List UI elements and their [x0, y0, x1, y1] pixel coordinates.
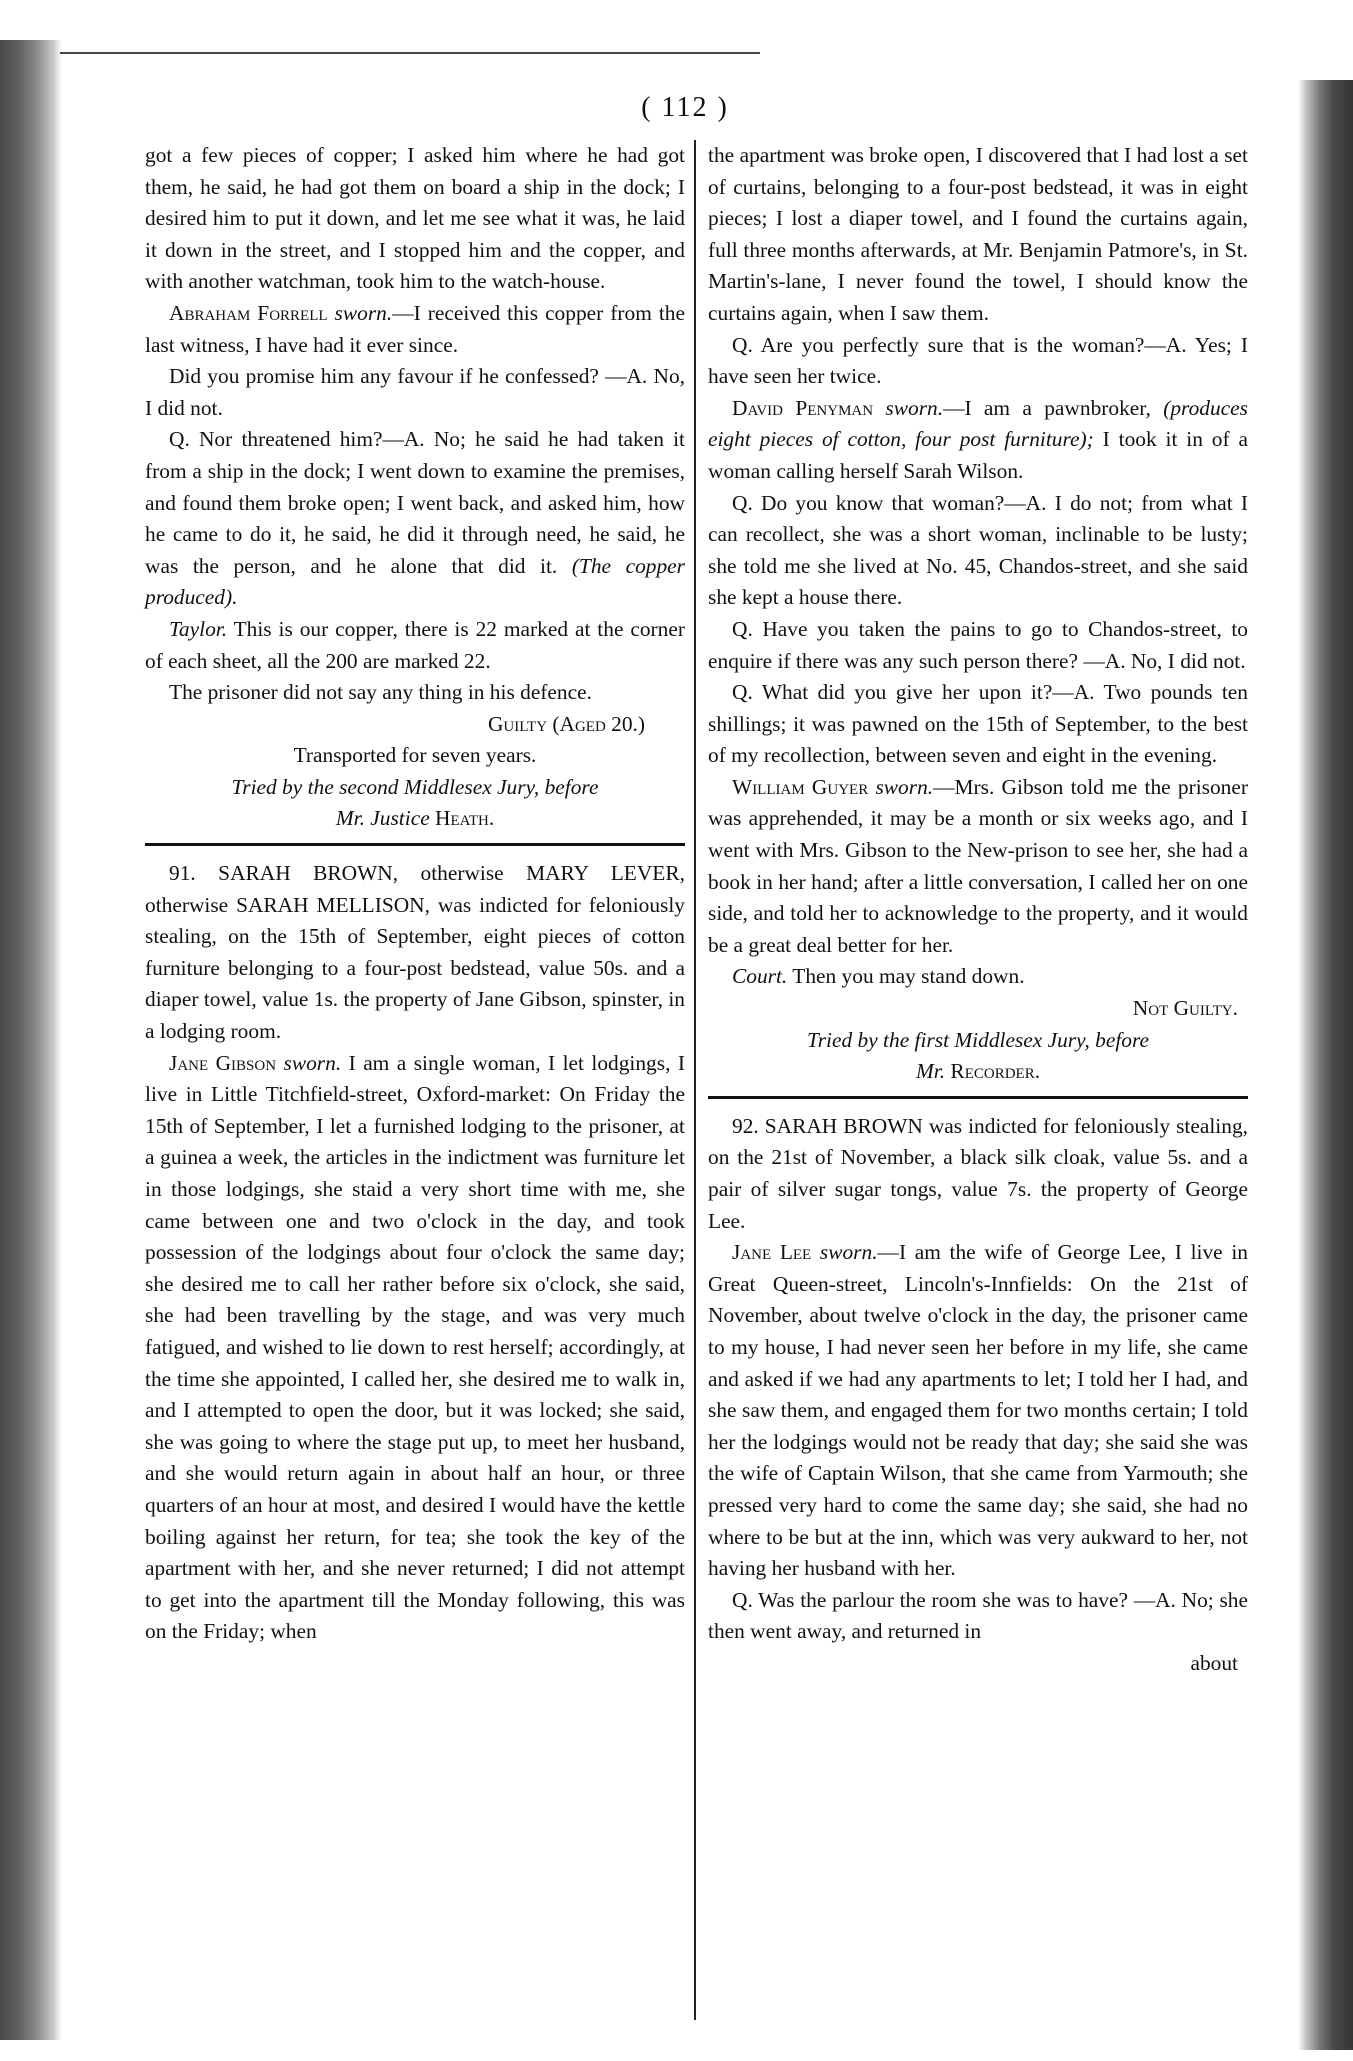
column-divider [694, 140, 696, 2020]
case-91-heading: 91. SARAH BROWN, otherwise MARY LEVER, otherwise SARAH MELLISON, was indicted for feloniously stealing, on the 15th of September, eight pieces of cotton furniture belonging to a four-post bedstead, value 50s. and a diaper towel, value 1s. the property of Jane Gibson, spinster, in a lodging room. [145, 861, 685, 1044]
page-number: ( 112 ) [641, 92, 729, 123]
left-column [145, 140, 685, 1648]
testimony-text: I am a single woman, I let lodgings, I live in Little Titchfield-street, Oxford-market: On Friday the 15th of September, I let a furnished lodging to the prisoner, at a guinea a week, the articles in the indictment was furniture let in those lodgings, she staid a very short time with me, she came between one and two o'clock in the day, and took possession of the lodgings about four o'clock the same day; she desired me to call her rather before six o'clock, she said, she had been travelling by the stage, and was very much fatigued, and wished to lie down to rest herself; accordingly, at the time she appointed, I called her, she desired me to walk in, and I attempted to open the door, but it was locked; she said, she was going to where the stage put up, to meet her husband, and she would return again in about half an hour, or three quarters of an hour at most, and desired I would have the kettle boiling against her return, for tea; she took the key of the apartment with her, and she never returned; I did not attempt to get into the apartment till the Monday following, this was on the Friday; when [145, 1050, 685, 1644]
judge-name: Recorder. [950, 1059, 1041, 1084]
judge-line [708, 1056, 1248, 1088]
right-paragraph-5: Q. Have you taken the pains to go to Chandos-street, to enquire if there was any such person there? —A. No, I did not. [708, 616, 1248, 673]
verdict: Guilty (Aged 20.) [487, 711, 645, 736]
left-paragraph-6: The prisoner did not say any thing in his defence. [169, 680, 592, 705]
right-paragraph-3 [708, 393, 1248, 488]
witness-name: Jane Lee [732, 1240, 812, 1265]
right-paragraph-8 [708, 961, 1248, 993]
left-paragraph-7 [145, 1048, 685, 1648]
verdict: Not Guilty. [1132, 996, 1238, 1021]
right-paragraph-2: Q. Are you perfectly sure that is the woman?—A. Yes; I have seen her twice. [708, 332, 1248, 389]
testimony-text: —I received this copper from the last witness, I have had it ever since. [145, 300, 685, 357]
witness-name: David Penyman [732, 395, 874, 420]
sentence: Transported for seven years. [293, 743, 537, 768]
left-paragraph-3: Did you promise him any favour if he confessed? —A. No, I did not. [145, 364, 685, 420]
testimony-text: —I am the wife of George Lee, I live in Great Queen-street, Lincoln's-Innfields: On the 21st of November, about twelve o'clock in the day, the prisoner came to my house, I had never seen her before in my life, she came and asked if we had any apartments to let; I told her I had, and she saw them, and engaged them for two months certain; I told her the lodgings would not be ready that day; she said she was the wife of Captain Wilson, that she came from Yarmouth; she pressed very hard to come the same day; she said, she had no where to be but at the inn, which was very aukward to her, not having her husband with her. [708, 1240, 1248, 1581]
judge-line [145, 803, 685, 835]
testimony-text: —Mrs. Gibson told me the prisoner was apprehended, it may be a month or six weeks ago, and I went with Mrs. Gibson to the New-prison to see her, she had a book in her hand; after a little conversation, I called her on one side, and told her to acknowledge to the property, and it would be a great deal better for her. [708, 774, 1248, 957]
case-separator [145, 843, 685, 846]
right-paragraph-7 [708, 772, 1248, 962]
testimony-text: Q. Nor threatened him?—A. No; he said he had taken it from a ship in the dock; I went down to examine the premises, and found them broke open; I went back, and asked him, how he came to do it, he said, he did it through need, he said, he was the person, and he alone that did it. [145, 427, 685, 578]
left-paragraph-1: got a few pieces of copper; I asked him where he had got them, he said, he had got them on board a ship in the dock; I desired him to put it down, and let me see what it was, he laid it down in the street, and I stopped him and the copper, and with another watchman, took him to the watch-house. [145, 143, 685, 294]
right-paragraph-10: Q. Was the parlour the room she was to have? —A. No; she then went away, and returned in [708, 1587, 1248, 1644]
tried-by-line: Tried by the first Middlesex Jury, before [807, 1027, 1149, 1052]
speaker-name: Court. [732, 964, 788, 989]
catchword: about [1190, 1650, 1238, 1675]
scan-edge-right [1298, 80, 1353, 2050]
right-paragraph-6: Q. What did you give her upon it?—A. Two pounds ten shillings; it was pawned on the 15th of September, to the best of my recollection, between seven and eight in the evening. [708, 680, 1248, 768]
testimony-text: Then you may stand down. [792, 964, 1025, 989]
judge-title: Mr. Justice [335, 806, 430, 831]
sworn-label: sworn. [885, 395, 944, 420]
right-paragraph-9 [708, 1237, 1248, 1585]
exhibit-note: (The copper produced). [145, 553, 685, 610]
judge-name: Heath. [435, 806, 495, 831]
testimony-text: —I am a pawnbroker, [943, 395, 1151, 420]
left-paragraph-5 [145, 614, 685, 677]
testimony-text: I took it in of a woman calling herself Sarah Wilson. [708, 427, 1248, 483]
sworn-label: sworn. [334, 300, 393, 325]
right-paragraph-4: Q. Do you know that woman?—A. I do not; from what I can recollect, she was a short woman, inclinable to be lusty; she told me she lived at No. 45, Chandos-street, and she said she kept a house there. [708, 490, 1248, 610]
scan-edge-left [0, 40, 62, 2040]
witness-name: Jane Gibson [169, 1050, 277, 1075]
judge-title: Mr. [915, 1059, 946, 1084]
right-paragraph-1: the apartment was broke open, I discovered that I had lost a set of curtains, belonging to a four-post bedstead, it was in eight pieces; I lost a diaper towel, and I found the curtains again, full three months afterwards, at Mr. Benjamin Patmore's, in St. Martin's-lane, I never found the towel, I should know the curtains again, when I saw them. [708, 143, 1248, 325]
case-92-heading: 92. SARAH BROWN was indicted for feloniously stealing, on the 21st of November, a black silk cloak, value 5s. and a pair of silver sugar tongs, value 7s. the property of George Lee. [708, 1113, 1248, 1233]
left-paragraph-2 [145, 298, 685, 361]
right-column [708, 140, 1248, 1680]
sworn-label: sworn. [875, 774, 934, 799]
exhibit-note: (produces eight pieces of cotton, four post furniture); [708, 395, 1248, 452]
witness-name: William Guyer [732, 774, 869, 799]
left-paragraph-4 [145, 424, 685, 614]
case-separator [708, 1096, 1248, 1099]
sworn-label: sworn. [283, 1050, 342, 1075]
testimony-text: This is our copper, there is 22 marked at the corner of each sheet, all the 200 are marked 22. [145, 616, 685, 673]
tried-by-line: Tried by the second Middlesex Jury, before [231, 774, 599, 799]
top-rule [60, 52, 760, 54]
witness-name: Abraham Forrell [169, 300, 328, 325]
sworn-label: sworn. [819, 1240, 878, 1265]
speaker-name: Taylor. [169, 616, 228, 641]
